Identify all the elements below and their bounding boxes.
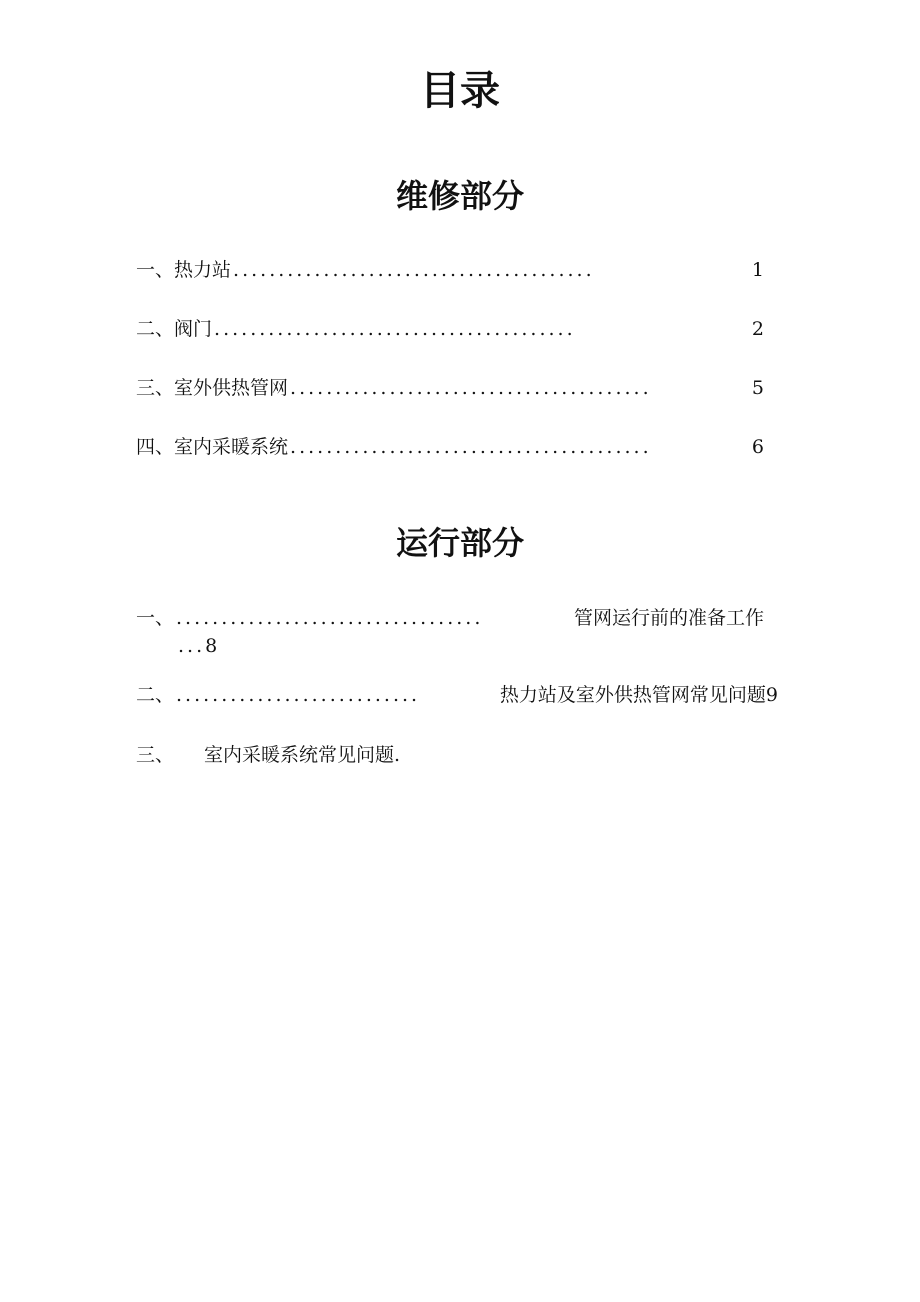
toc-entry-label: 热力站及室外供热管网常见问题	[499, 684, 766, 706]
toc-dot-leader: ...	[178, 635, 206, 657]
toc-entry[interactable]	[136, 604, 764, 632]
toc-entry[interactable]	[136, 741, 400, 769]
toc-entry-number: 一、	[136, 607, 175, 629]
toc-page-number: 6	[751, 436, 764, 458]
toc-entry-continuation	[178, 632, 217, 660]
toc-entry-number: 一、	[136, 259, 175, 281]
toc-entry-label: 阀门	[174, 318, 213, 340]
toc-page-number: 8	[205, 635, 218, 657]
toc-entry[interactable]	[136, 256, 764, 284]
toc-entry-number: 二、	[136, 318, 175, 340]
toc-dot-leader: ..................................	[176, 607, 484, 629]
toc-entry-label: 管网运行前的准备工作	[573, 607, 764, 629]
toc-page-number: 5	[751, 377, 764, 399]
toc-entry-label: 热力站	[174, 259, 232, 281]
section-heading-maintenance: 维修部分	[395, 177, 524, 215]
toc-dot-leader: ........................................	[214, 318, 576, 340]
toc-entry-number: 二、	[136, 684, 175, 706]
toc-entry[interactable]	[136, 681, 778, 709]
toc-dot-leader: ........................................	[233, 259, 595, 281]
section-heading-operation: 运行部分	[395, 524, 524, 562]
toc-entry[interactable]	[136, 433, 764, 461]
toc-entry-number: 三、	[136, 744, 175, 766]
toc-entry-label: 室外供热管网	[174, 377, 289, 399]
toc-page-number: 9	[765, 684, 778, 706]
toc-entry-number: 四、	[136, 436, 175, 458]
toc-page-number: 2	[751, 318, 764, 340]
toc-entry-label: 室内采暖系统常见问题.	[204, 744, 401, 766]
toc-dot-leader: ........................................	[290, 436, 652, 458]
document-title: 目录	[420, 68, 500, 114]
toc-page-number: 1	[751, 259, 764, 281]
toc-dot-leader: ........................................	[290, 377, 652, 399]
toc-entry-number: 三、	[136, 377, 175, 399]
toc-entry[interactable]	[136, 374, 764, 402]
toc-entry[interactable]	[136, 315, 764, 343]
toc-dot-leader: ...........................	[176, 684, 421, 706]
toc-entry-label: 室内采暖系统	[174, 436, 289, 458]
